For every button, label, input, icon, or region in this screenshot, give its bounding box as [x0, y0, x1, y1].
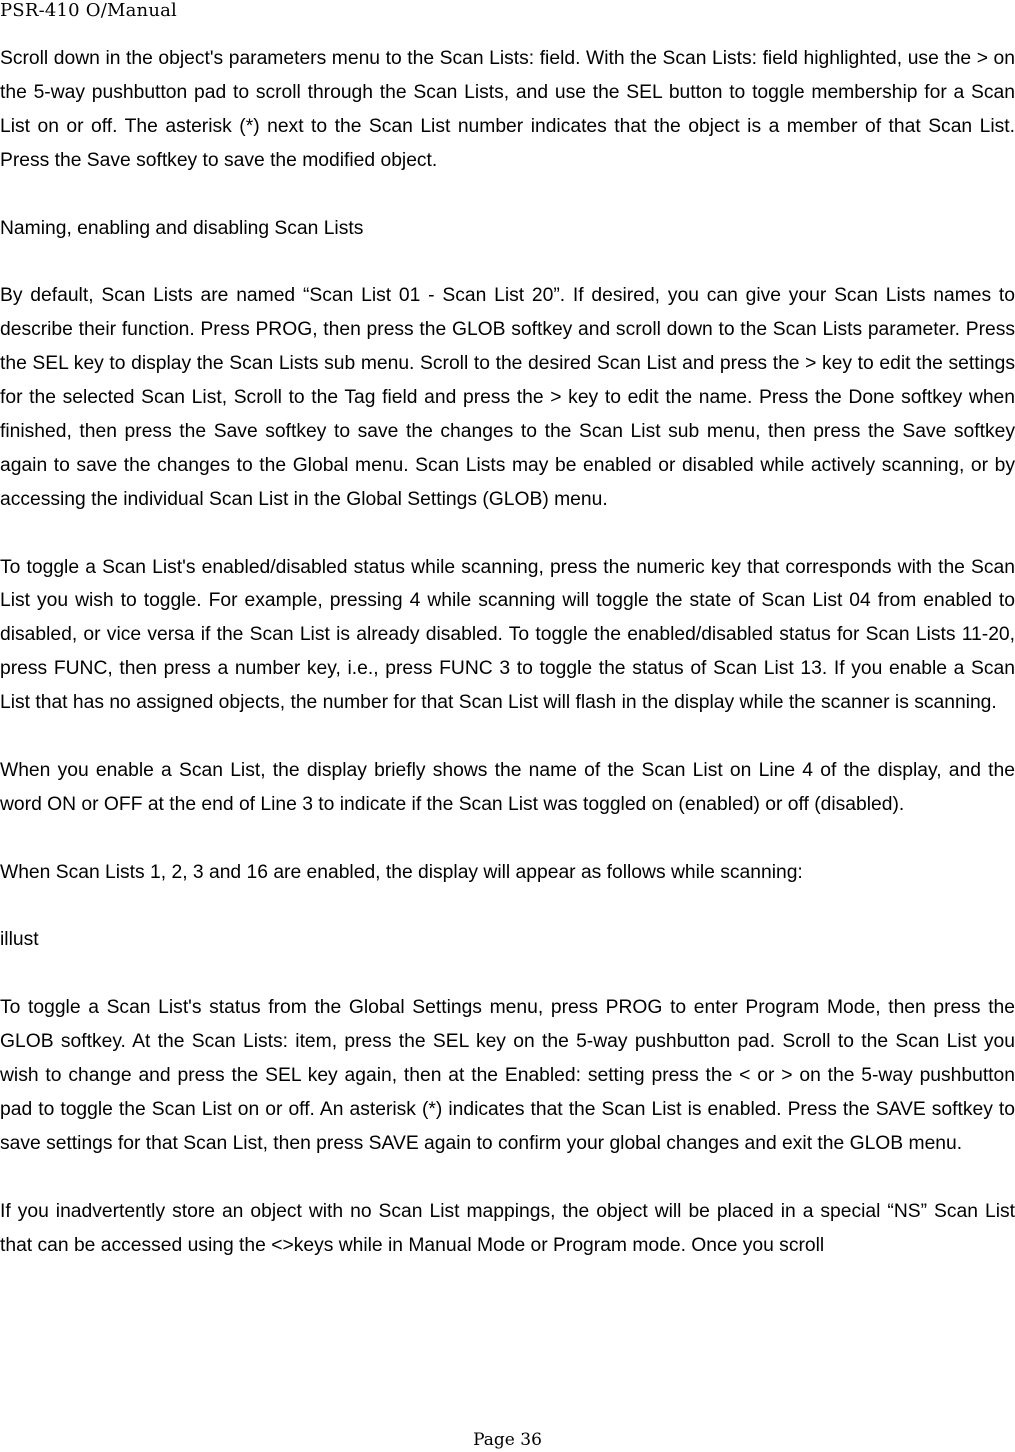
page-number: Page 36 — [473, 1430, 542, 1450]
paragraph-toggle-while-scanning: To toggle a Scan List's enabled/disabled status while scanning, press the numeric key that corresponds with the Scan List you wish to toggle. For example, pressing 4 while scanning will toggle the state of Scan List 04 from enabled to disabled, or vice versa if the Scan List is already disabled. To toggle the enabled/disabled status for Scan Lists 11-20, press FUNC, then press a number key, i.e., press FUNC 3 to toggle the status of Scan List 13. If you enable a Scan List that has no assigned objects, the number for that Scan List will flash in the display while the scanner is scanning. — [0, 556, 1015, 714]
section-heading: Naming, enabling and disabling Scan Lists — [0, 217, 364, 239]
paragraph-scan-lists-field: Scroll down in the object's parameters menu to the Scan Lists: field. With the Scan Lists: field highlighted, use the > on the 5-way pushbutton pad to scroll through the Scan Lists, and use the SEL button to toggle membership for a Scan List on or off. The asterisk (*) next to the Scan List number indicates that the object is a member of that Scan List. Press the Save softkey to save the modified object. — [0, 48, 1015, 171]
paragraph-ns-scan-list: If you inadvertently store an object with no Scan List mappings, the object will be placed in a special “NS” Scan List that can be accessed using the <>keys while in Manual Mode or Program mode. Once you scroll — [0, 1200, 1015, 1256]
paragraph-default-names: By default, Scan Lists are named “Scan List 01 - Scan List 20”. If desired, you can give your Scan Lists names to describe their function. Press PROG, then press the GLOB softkey and scroll down to the Scan Lists parameter. Press the SEL key to display the Scan Lists sub menu. Scroll to the desired Scan List and press the > key to edit the settings for the selected Scan List, Scroll to the Tag field and press the > key to edit the name. Press the Done softkey when finished, then press the Save softkey to save the changes to the Scan List sub menu, then press the Save softkey again to save the changes to the Global menu. Scan Lists may be enabled or disabled while actively scanning, or by accessing the individual Scan List in the Global Settings (GLOB) menu. — [0, 285, 1015, 510]
document-body — [0, 42, 1015, 1296]
paragraph-global-settings-toggle: To toggle a Scan List's status from the Global Settings menu, press PROG to enter Program Mode, then press the GLOB softkey. At the Scan Lists: item, press the SEL key on the 5-way pushbutton pad. Scroll to the Scan List you wish to change and press the SEL key again, then at the Enabled: setting press the < or > on the 5-way pushbutton pad to toggle the Scan List on or off. An asterisk (*) indicates that the Scan List is enabled. Press the SAVE softkey to save settings for that Scan List, then press SAVE again to confirm your global changes and exit the GLOB menu. — [0, 997, 1015, 1154]
page-header: PSR-410 O/Manual — [0, 0, 178, 21]
paragraph-enable-display: When you enable a Scan List, the display briefly shows the name of the Scan List on Line 4 of the display, and the word ON or OFF at the end of Line 3 to indicate if the Scan List was toggled on (enabled) or off (disabled). — [0, 759, 1015, 815]
paragraph-display-example: When Scan Lists 1, 2, 3 and 16 are enabled, the display will appear as follows while scanning: — [0, 861, 803, 883]
illustration-placeholder: illust — [0, 929, 39, 951]
